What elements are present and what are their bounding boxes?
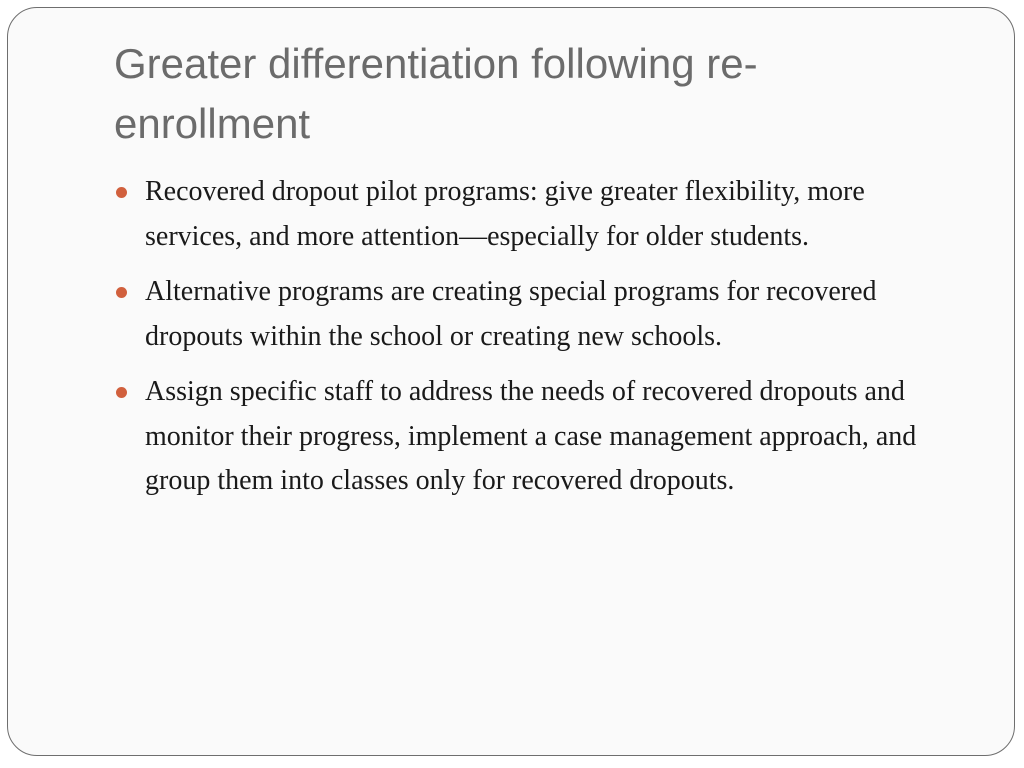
bullet-item [114, 170, 950, 259]
bullet-text: Alternative programs are creating special programs for recovered dropouts within the school or creating new schools. [145, 276, 877, 352]
bullet-text: Recovered dropout pilot programs: give greater flexibility, more services, and more attention—especially for older students. [145, 176, 865, 252]
bullet-dot-icon [116, 187, 127, 198]
bullet-item [114, 270, 950, 359]
bullet-text: Assign specific staff to address the needs of recovered dropouts and monitor their progress, implement a case management approach, and group them into classes only for recovered dropouts. [145, 376, 917, 496]
bullet-dot-icon [116, 387, 127, 398]
slide [7, 7, 1015, 756]
slide-title: Greater differentiation following re-enrollment [114, 40, 758, 147]
bullet-item [114, 370, 950, 504]
bullet-list [114, 170, 950, 515]
bullet-dot-icon [116, 287, 127, 298]
